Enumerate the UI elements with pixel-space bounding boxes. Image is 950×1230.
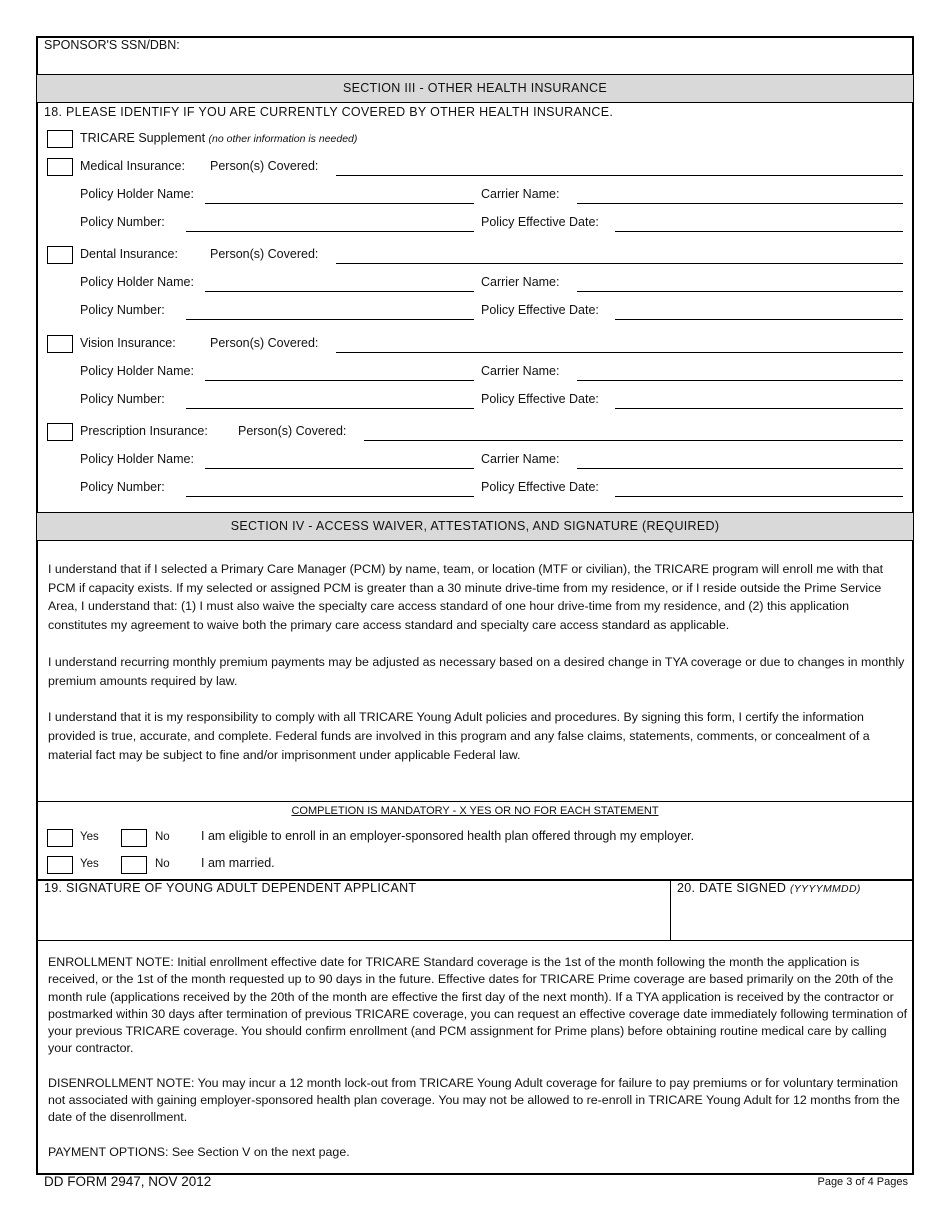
dental-insurance-label: Dental Insurance:	[80, 247, 178, 261]
vision-policy-effective-date-field[interactable]	[615, 408, 903, 409]
carrier-name-label: Carrier Name:	[481, 187, 560, 201]
prescription-persons-covered-field[interactable]	[364, 440, 903, 441]
yes-label: Yes	[80, 858, 99, 870]
vision-carrier-name-field[interactable]	[577, 380, 903, 381]
policy-holder-label: Policy Holder Name:	[80, 187, 194, 201]
dental-carrier-name-field[interactable]	[577, 291, 903, 292]
dental-persons-covered-field[interactable]	[336, 263, 903, 264]
persons-covered-label: Person(s) Covered:	[238, 424, 347, 438]
medical-insurance-checkbox[interactable]	[47, 158, 73, 176]
vision-insurance-label: Vision Insurance:	[80, 336, 176, 350]
payment-options-note: PAYMENT OPTIONS: See Section V on the next page.	[48, 1144, 350, 1159]
carrier-name-label: Carrier Name:	[481, 364, 560, 378]
vision-policy-number-field[interactable]	[186, 408, 474, 409]
medical-policy-effective-date-field[interactable]	[615, 231, 903, 232]
carrier-name-label: Carrier Name:	[481, 275, 560, 289]
policy-holder-label: Policy Holder Name:	[80, 452, 194, 466]
dental-policy-holder-field[interactable]	[205, 291, 474, 292]
eligible-no-checkbox[interactable]	[121, 829, 147, 847]
policy-effective-date-label: Policy Effective Date:	[481, 215, 599, 229]
policy-holder-label: Policy Holder Name:	[80, 364, 194, 378]
signature-field[interactable]	[44, 898, 664, 936]
policy-effective-date-label: Policy Effective Date:	[481, 480, 599, 494]
section-4-header: SECTION IV - ACCESS WAIVER, ATTESTATIONS, AND SIGNATURE (REQUIRED)	[37, 513, 913, 540]
prescription-carrier-name-field[interactable]	[577, 468, 903, 469]
persons-covered-label: Person(s) Covered:	[210, 159, 319, 173]
medical-carrier-name-field[interactable]	[577, 203, 903, 204]
attestation-paragraph: I understand that it is my responsibility to comply with all TRICARE Young Adult policies and procedures. By signing this form, I certify the information provided is true, accurate, and complete. Federal funds are involved in this program and any false claims, statements, comments, or concealment of a material fact may be subject to fine and/or imprisonment under applicable Federal law.	[48, 710, 870, 762]
policy-effective-date-label: Policy Effective Date:	[481, 392, 599, 406]
statement-married: I am married.	[201, 856, 275, 870]
date-signed-field[interactable]	[677, 898, 907, 936]
vision-insurance-checkbox[interactable]	[47, 335, 73, 353]
disenrollment-note: DISENROLLMENT NOTE: You may incur a 12 month lock-out from TRICARE Young Adult coverage for failure to pay premiums or for voluntary termination not associated with gaining employer-sponsored health plan coverage. You may not be allowed to re-enroll in TRICARE Young Adult for 12 months from the date of the disenrollment.	[48, 1075, 900, 1125]
form-id: DD FORM 2947, NOV 2012	[44, 1174, 212, 1189]
attestation-text	[48, 560, 908, 782]
prescription-insurance-label: Prescription Insurance:	[80, 424, 208, 438]
policy-number-label: Policy Number:	[80, 392, 165, 406]
no-label: No	[155, 831, 170, 843]
no-label: No	[155, 858, 170, 870]
married-yes-checkbox[interactable]	[47, 856, 73, 874]
attestation-paragraph: I understand recurring monthly premium payments may be adjusted as necessary based on a desired change in TYA coverage or due to changes in monthly premium amounts required by law.	[48, 654, 905, 688]
policy-effective-date-label: Policy Effective Date:	[481, 303, 599, 317]
policy-number-label: Policy Number:	[80, 303, 165, 317]
dental-policy-number-field[interactable]	[186, 319, 474, 320]
policy-number-label: Policy Number:	[80, 215, 165, 229]
policy-holder-label: Policy Holder Name:	[80, 275, 194, 289]
attestation-paragraph: I understand that if I selected a Primary Care Manager (PCM) by name, team, or location (MTF or civilian), the TRICARE program will enroll me with that PCM if capacity exists. If my selected or assigned PCM is greater than a 30 minute drive-time from my residence, or if I reside outside the Prime Service Area, I understand that: (1) I must also waive the specialty care access standard of one hour drive-time from my residence, and (2) this application constitutes my agreement to waive both the primary care access standard and specialty care access standard as applicable.	[48, 562, 884, 633]
section-3-header: SECTION III - OTHER HEALTH INSURANCE	[37, 75, 913, 102]
dental-policy-effective-date-field[interactable]	[615, 319, 903, 320]
dental-insurance-checkbox[interactable]	[47, 246, 73, 264]
medical-policy-number-field[interactable]	[186, 231, 474, 232]
eligible-yes-checkbox[interactable]	[47, 829, 73, 847]
question-18: 18. PLEASE IDENTIFY IF YOU ARE CURRENTLY COVERED BY OTHER HEALTH INSURANCE.	[44, 105, 614, 119]
married-no-checkbox[interactable]	[121, 856, 147, 874]
vision-persons-covered-field[interactable]	[336, 352, 903, 353]
page-number: Page 3 of 4 Pages	[817, 1176, 908, 1188]
carrier-name-label: Carrier Name:	[481, 452, 560, 466]
policy-number-label: Policy Number:	[80, 480, 165, 494]
statement-employer-plan: I am eligible to enroll in an employer-sponsored health plan offered through my employer.	[201, 829, 695, 843]
medical-persons-covered-field[interactable]	[336, 175, 903, 176]
medical-policy-holder-field[interactable]	[205, 203, 474, 204]
persons-covered-label: Person(s) Covered:	[210, 247, 319, 261]
vision-policy-holder-field[interactable]	[205, 380, 474, 381]
yes-label: Yes	[80, 831, 99, 843]
prescription-insurance-checkbox[interactable]	[47, 423, 73, 441]
prescription-policy-effective-date-field[interactable]	[615, 496, 903, 497]
signature-label: 19. SIGNATURE OF YOUNG ADULT DEPENDENT APPLICANT	[44, 881, 417, 895]
prescription-policy-number-field[interactable]	[186, 496, 474, 497]
sponsor-ssn-label: SPONSOR'S SSN/DBN:	[44, 38, 180, 52]
medical-insurance-label: Medical Insurance:	[80, 159, 185, 173]
persons-covered-label: Person(s) Covered:	[210, 336, 319, 350]
sponsor-ssn-field[interactable]	[44, 55, 904, 72]
prescription-policy-holder-field[interactable]	[205, 468, 474, 469]
notes	[48, 954, 908, 1179]
tricare-supplement-checkbox[interactable]	[47, 130, 73, 148]
enrollment-note: ENROLLMENT NOTE: Initial enrollment effective date for TRICARE Standard coverage is the 1st of the month following the month the application is received, or the 1st of the month requested up to 90 days in the future. Effective dates for TRICARE Prime coverage are based primarily on the 20th of the month rule (applications received by the 20th of the month are effective the first day of the next month). If a TYA application is received by the contractor or postmarked within 30 days after termination of previous TRICARE coverage, you can request an effective coverage date immediately following termination of your previous TRICARE coverage. You should confirm enrollment (and PCM assignment for Prime plans) before obtaining routine medical care by calling your contractor.	[48, 955, 908, 1056]
date-signed-label: 20. DATE SIGNED (YYYYMMDD)	[677, 881, 861, 895]
completion-title: COMPLETION IS MANDATORY - X YES OR NO FOR EACH STATEMENT	[291, 805, 659, 817]
tricare-supplement-label: TRICARE Supplement (no other information is needed)	[80, 131, 358, 145]
